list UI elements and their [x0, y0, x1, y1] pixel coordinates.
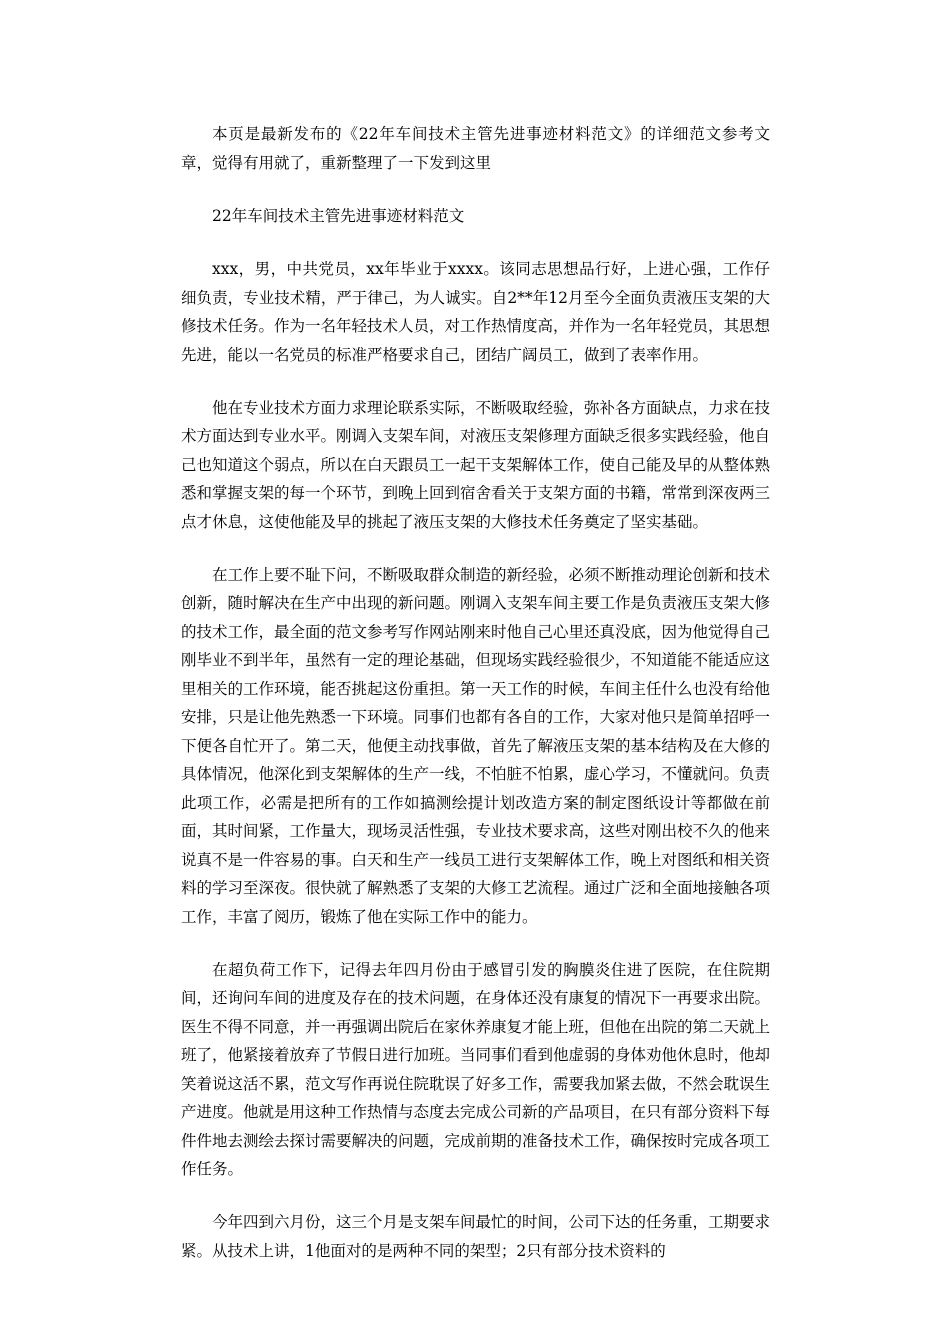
document-body: [181, 120, 770, 1290]
document-title: 22年车间技术主管先进事迹材料范文: [212, 206, 465, 225]
body-paragraph-3: 在工作上要不耻下问，不断吸取群众制造的新经验，必须不断推动理论创新和技术创新，随时解决在生产中出现的新问题。刚调入支架车间主要工作是负责液压支架大修的技术工作，最全面的范文参考写作网站刚来时他自己心里还真没底，因为他觉得自己刚毕业不到半年，虽然有一定的理论基础，但现场实践经验很少，不知道能不能适应这里相关的工作环境，能否挑起这份重担。第一天工作的时候，车间主任什么也没有给他安排，只是让他先熟悉一下环境。同事们也都有各自的工作，大家对他只是简单招呼一下便各自忙开了。第二天，他便主动找事做，首先了解液压支架的基本结构及在大修的具体情况，他深化到支架解体的生产一线，不怕脏不怕累，虚心学习，不懂就问。负责此项工作，必需是把所有的工作如搞测绘提计划改造方案的制定图纸设计等都做在前面，其时间紧，工作量大，现场灵活性强，专业技术要求高，这些对刚出校不久的他来说真不是一件容易的事。白天和生产一线员工进行支架解体工作，晚上对图纸和相关资料的学习至深夜。很快就了解熟悉了支架的大修工艺流程。通过广泛和全面地接触各项工作，丰富了阅历，锻炼了他在实际工作中的能力。: [181, 565, 771, 926]
body-paragraph-2: 他在专业技术方面力求理论联系实际，不断吸取经验，弥补各方面缺点，力求在技术方面达到专业水平。刚调入支架车间，对液压支架修理方面缺乏很多实践经验，他自己也知道这个弱点，所以在白天跟员工一起干支架解体工作，使自己能及早的从整体熟悉和掌握支架的每一个环节，到晚上回到宿舍看关于支架方面的书籍，常常到深夜两三点才休息，这使他能及早的挑起了液压支架的大修技术任务奠定了坚实基础。: [181, 398, 771, 531]
body-paragraph-4: 在超负荷工作下，记得去年四月份由于感冒引发的胸膜炎住进了医院，在住院期间，还询问车间的进度及存在的技术问题，在身体还没有康复的情况下一再要求出院。医生不得不同意，并一再强调出院后在家休养康复才能上班，但他在出院的第二天就上班了，他紧接着放弃了节假日进行加班。当同事们看到他虚弱的身体劝他休息时，他却笑着说这活不累，范文写作再说住院耽误了好多工作，需要我加紧去做，不然会耽误生产进度。他就是用这种工作热情与态度去完成公司新的产品项目，在只有部分资料下每件件地去测绘去探讨需要解决的问题，完成前期的准备技术工作，确保按时完成各项工作任务。: [181, 960, 771, 1178]
intro-paragraph: 本页是最新发布的《22年车间技术主管先进事迹材料范文》的详细范文参考文章，觉得有用就了，重新整理了一下发到这里: [181, 125, 770, 172]
body-paragraph-1: xxx，男，中共党员，xx年毕业于xxxx。该同志思想品行好，上进心强，工作仔细负责，专业技术精，严于律己，为人诚实。自2**年12月至今全面负责液压支架的大修技术任务。作为一名年轻技术人员，对工作热情度高，并作为一名年轻党员，其思想先进，能以一名党员的标准严格要求自己，团结广阔员工，做到了表率作用。: [181, 260, 771, 364]
body-paragraph-5: 今年四到六月份，这三个月是支架车间最忙的时间，公司下达的任务重，工期要求紧。从技术上讲，1他面对的是两种不同的架型；2只有部分技术资料的: [181, 1213, 771, 1260]
